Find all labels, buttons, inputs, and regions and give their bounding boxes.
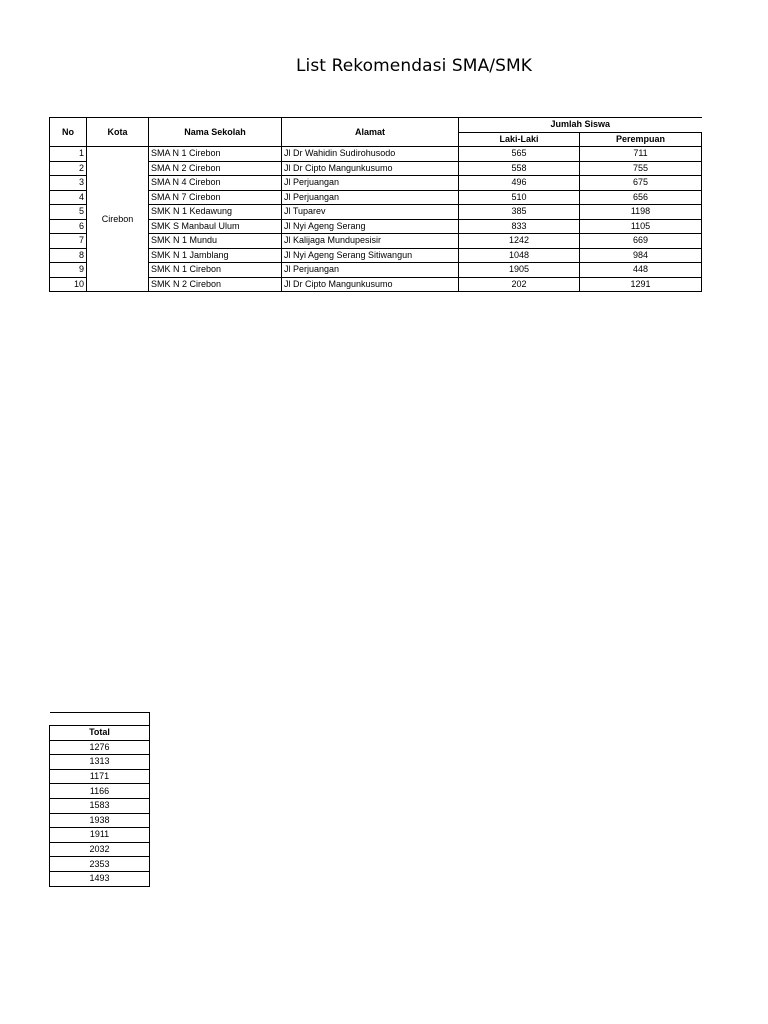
total-row xyxy=(50,740,150,755)
cell-nama-sekolah: SMA N 1 Cirebon xyxy=(149,147,282,162)
cell-no: 10 xyxy=(50,277,87,292)
cell-laki-laki: 1048 xyxy=(459,248,580,263)
cell-perempuan: 755 xyxy=(580,161,702,176)
cell-laki-laki: 1242 xyxy=(459,234,580,249)
cell-no: 5 xyxy=(50,205,87,220)
cell-total: 1583 xyxy=(50,798,150,813)
total-header: Total xyxy=(50,726,150,741)
cell-laki-laki: 510 xyxy=(459,190,580,205)
header-no: No xyxy=(50,118,87,147)
cell-no: 2 xyxy=(50,161,87,176)
total-row xyxy=(50,813,150,828)
cell-nama-sekolah: SMA N 4 Cirebon xyxy=(149,176,282,191)
cell-nama-sekolah: SMK N 2 Cirebon xyxy=(149,277,282,292)
header-laki-laki: Laki-Laki xyxy=(459,132,580,147)
cell-perempuan: 711 xyxy=(580,147,702,162)
cell-no: 6 xyxy=(50,219,87,234)
table-row xyxy=(50,147,702,162)
total-row xyxy=(50,842,150,857)
total-table xyxy=(49,712,150,887)
cell-perempuan: 984 xyxy=(580,248,702,263)
cell-nama-sekolah: SMA N 7 Cirebon xyxy=(149,190,282,205)
cell-perempuan: 1198 xyxy=(580,205,702,220)
header-jumlah-siswa: Jumlah Siswa xyxy=(459,118,702,133)
header-perempuan: Perempuan xyxy=(580,132,702,147)
cell-alamat: Jl Dr Cipto Mangunkusumo xyxy=(282,161,459,176)
cell-alamat: Jl Nyi Ageng Serang Sitiwangun xyxy=(282,248,459,263)
total-row xyxy=(50,755,150,770)
cell-perempuan: 669 xyxy=(580,234,702,249)
cell-laki-laki: 558 xyxy=(459,161,580,176)
total-row xyxy=(50,828,150,843)
cell-perempuan: 1105 xyxy=(580,219,702,234)
cell-total: 1313 xyxy=(50,755,150,770)
cell-nama-sekolah: SMK N 1 Kedawung xyxy=(149,205,282,220)
cell-perempuan: 675 xyxy=(580,176,702,191)
cell-total: 2032 xyxy=(50,842,150,857)
table-body xyxy=(50,147,702,292)
cell-laki-laki: 385 xyxy=(459,205,580,220)
cell-nama-sekolah: SMK N 1 Mundu xyxy=(149,234,282,249)
cell-perempuan: 656 xyxy=(580,190,702,205)
cell-alamat: Jl Perjuangan xyxy=(282,263,459,278)
cell-alamat: Jl Perjuangan xyxy=(282,176,459,191)
cell-laki-laki: 565 xyxy=(459,147,580,162)
cell-total: 1911 xyxy=(50,828,150,843)
cell-kota: Cirebon xyxy=(87,147,149,292)
cell-laki-laki: 833 xyxy=(459,219,580,234)
cell-no: 8 xyxy=(50,248,87,263)
cell-total: 1938 xyxy=(50,813,150,828)
blank-cell xyxy=(50,713,150,726)
cell-alamat: Jl Tuparev xyxy=(282,205,459,220)
cell-total: 1276 xyxy=(50,740,150,755)
total-row xyxy=(50,857,150,872)
cell-laki-laki: 496 xyxy=(459,176,580,191)
cell-total: 2353 xyxy=(50,857,150,872)
cell-alamat: Jl Nyi Ageng Serang xyxy=(282,219,459,234)
cell-no: 3 xyxy=(50,176,87,191)
cell-laki-laki: 202 xyxy=(459,277,580,292)
cell-no: 1 xyxy=(50,147,87,162)
cell-perempuan: 448 xyxy=(580,263,702,278)
total-row xyxy=(50,871,150,886)
cell-nama-sekolah: SMK N 1 Cirebon xyxy=(149,263,282,278)
cell-alamat: Jl Dr Wahidin Sudirohusodo xyxy=(282,147,459,162)
page-title: List Rekomendasi SMA/SMK xyxy=(295,56,533,76)
cell-total: 1171 xyxy=(50,769,150,784)
cell-nama-sekolah: SMK S Manbaul Ulum xyxy=(149,219,282,234)
header-alamat: Alamat xyxy=(282,118,459,147)
total-row xyxy=(50,769,150,784)
cell-no: 9 xyxy=(50,263,87,278)
cell-alamat: Jl Kalijaga Mundupesisir xyxy=(282,234,459,249)
school-table xyxy=(49,117,702,292)
cell-no: 4 xyxy=(50,190,87,205)
total-row xyxy=(50,784,150,799)
header-nama-sekolah: Nama Sekolah xyxy=(149,118,282,147)
header-kota: Kota xyxy=(87,118,149,147)
cell-no: 7 xyxy=(50,234,87,249)
total-row xyxy=(50,798,150,813)
cell-alamat: Jl Perjuangan xyxy=(282,190,459,205)
cell-nama-sekolah: SMA N 2 Cirebon xyxy=(149,161,282,176)
cell-total: 1493 xyxy=(50,871,150,886)
cell-total: 1166 xyxy=(50,784,150,799)
cell-alamat: Jl Dr Cipto Mangunkusumo xyxy=(282,277,459,292)
cell-perempuan: 1291 xyxy=(580,277,702,292)
cell-nama-sekolah: SMK N 1 Jamblang xyxy=(149,248,282,263)
cell-laki-laki: 1905 xyxy=(459,263,580,278)
